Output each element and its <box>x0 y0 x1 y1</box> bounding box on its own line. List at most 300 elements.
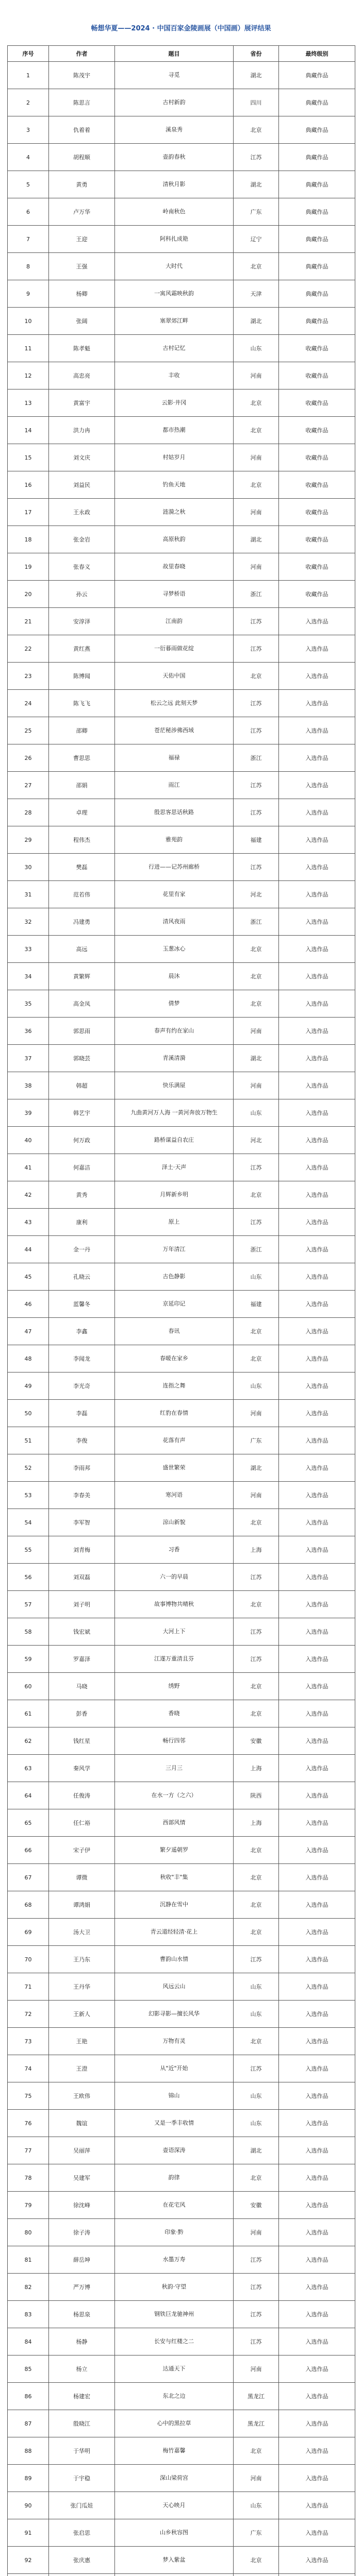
table-row <box>8 1181 355 1209</box>
cell-title: 晨沐 <box>115 963 234 990</box>
cell-province: 北京 <box>234 1318 279 1345</box>
cell-seq: 82 <box>8 2274 49 2301</box>
table-row <box>8 690 355 717</box>
cell-level: 典藏作品 <box>279 171 355 198</box>
cell-level <box>279 2574 355 2576</box>
table-row <box>8 772 355 799</box>
cell-title: 阿科扎成艳 <box>115 226 234 253</box>
cell-level: 入选作品 <box>279 717 355 744</box>
cell-province: 山东 <box>234 2082 279 2110</box>
cell-author: 徐子涛 <box>49 2219 115 2246</box>
cell-title: 长安与红楼之二 <box>115 2328 234 2355</box>
cell-province: 四川 <box>234 89 279 116</box>
cell-province: 上海 <box>234 1755 279 1782</box>
cell-seq: 5 <box>8 171 49 198</box>
cell-author: 谭微 <box>49 1864 115 1891</box>
cell-author: 黄富宇 <box>49 389 115 417</box>
cell-title: 达通天下 <box>115 2355 234 2383</box>
cell-province: 广东 <box>234 198 279 226</box>
cell-province: 北京 <box>234 2164 279 2192</box>
cell-author: 黄繁辉 <box>49 963 115 990</box>
cell-seq: 11 <box>8 335 49 362</box>
cell-seq: 60 <box>8 1673 49 1700</box>
cell-title: 大河上下 <box>115 1618 234 1646</box>
table-row <box>8 2410 355 2437</box>
cell-title: 印象·黔 <box>115 2219 234 2246</box>
cell-seq: 69 <box>8 1919 49 1946</box>
cell-province: 湖北 <box>234 308 279 335</box>
header-author: 作者 <box>49 46 115 62</box>
cell-province: 北京 <box>234 663 279 690</box>
cell-level: 入选作品 <box>279 1045 355 1072</box>
cell-author: 李光奇 <box>49 1372 115 1400</box>
cell-author: 孔晓云 <box>49 1263 115 1291</box>
cell-seq: 68 <box>8 1891 49 1919</box>
cell-author: 李鑫 <box>49 1318 115 1345</box>
cell-author: 范若伟 <box>49 881 115 908</box>
cell-author: 王澄 <box>49 2055 115 2082</box>
cell-title: 花落有声 <box>115 1427 234 1454</box>
cell-title: 青云道经轻清·花上 <box>115 1919 234 1946</box>
table-row <box>8 1646 355 1673</box>
cell-level: 入选作品 <box>279 2355 355 2383</box>
cell-province: 辽宁 <box>234 226 279 253</box>
cell-province: 北京 <box>234 1919 279 1946</box>
table-row <box>8 362 355 389</box>
cell-level: 典藏作品 <box>279 116 355 144</box>
cell-level: 入选作品 <box>279 1181 355 1209</box>
cell-title: 涟漪之秋 <box>115 499 234 526</box>
cell-title: 泽土·天声 <box>115 1154 234 1181</box>
cell-province: 山东 <box>234 1973 279 2001</box>
cell-seq: 17 <box>8 499 49 526</box>
cell-title: 秋韵·守望 <box>115 2274 234 2301</box>
table-row <box>8 2574 355 2576</box>
table-row <box>8 581 355 608</box>
cell-province: 北京 <box>234 389 279 417</box>
cell-seq: 89 <box>8 2465 49 2492</box>
cell-seq: 14 <box>8 417 49 444</box>
cell-seq: 25 <box>8 717 49 744</box>
cell-seq: 32 <box>8 908 49 936</box>
cell-province: 河南 <box>234 2355 279 2383</box>
cell-level: 入选作品 <box>279 1946 355 1973</box>
cell-title: 雅苑韵 <box>115 826 234 854</box>
header-level: 最终级别 <box>279 46 355 62</box>
cell-seq: 55 <box>8 1536 49 1564</box>
cell-province: 北京 <box>234 1345 279 1372</box>
cell-author: 张阔 <box>49 308 115 335</box>
cell-province: 山东 <box>234 2001 279 2028</box>
cell-title: 青溪清漪 <box>115 1045 234 1072</box>
cell-province: 北京 <box>234 2437 279 2465</box>
cell-level: 入选作品 <box>279 1372 355 1400</box>
cell-province: 江苏 <box>234 854 279 881</box>
cell-author: 刘青梅 <box>49 1536 115 1564</box>
table-row <box>8 89 355 116</box>
cell-title: 古村记忆 <box>115 335 234 362</box>
cell-author: 任俊涛 <box>49 1782 115 1809</box>
cell-province: 福建 <box>234 826 279 854</box>
cell-seq: 44 <box>8 1236 49 1263</box>
cell-title: 万年清江 <box>115 1236 234 1263</box>
cell-title: 一衍暮雨做花绽 <box>115 635 234 663</box>
table-row <box>8 2246 355 2274</box>
table-row <box>8 1946 355 1973</box>
cell-author: 于宇稳 <box>49 2465 115 2492</box>
cell-seq: 3 <box>8 116 49 144</box>
cell-seq: 51 <box>8 1427 49 1454</box>
cell-author: 黄红燕 <box>49 635 115 663</box>
cell-province: 上海 <box>234 1536 279 1564</box>
cell-seq: 65 <box>8 1809 49 1837</box>
cell-author: 刘文庆 <box>49 444 115 471</box>
cell-level: 入选作品 <box>279 663 355 690</box>
cell-province: 北京 <box>234 2547 279 2574</box>
cell-title: 寒河语 <box>115 1482 234 1509</box>
cell-level: 入选作品 <box>279 1919 355 1946</box>
cell-title: 塞翠郊江畔 <box>115 308 234 335</box>
cell-author: 陈茂宇 <box>49 62 115 89</box>
cell-level: 入选作品 <box>279 1837 355 1864</box>
cell-level: 入选作品 <box>279 1400 355 1427</box>
table-row <box>8 854 355 881</box>
table-row <box>8 1045 355 1072</box>
cell-province: 湖北 <box>234 526 279 553</box>
cell-author: 谭鸿娟 <box>49 1891 115 1919</box>
cell-seq: 43 <box>8 1209 49 1236</box>
cell-province: 上海 <box>234 1809 279 1837</box>
cell-seq: 41 <box>8 1154 49 1181</box>
cell-province: 湖北 <box>234 2137 279 2164</box>
cell-province: 河南 <box>234 1018 279 1045</box>
header-seq: 序号 <box>8 46 49 62</box>
cell-level: 入选作品 <box>279 1291 355 1318</box>
cell-province: 北京 <box>234 2028 279 2055</box>
cell-author: 王欧伟 <box>49 2082 115 2110</box>
table-row <box>8 1536 355 1564</box>
cell-seq: 36 <box>8 1018 49 1045</box>
cell-author: 马晓 <box>49 1673 115 1700</box>
cell-province: 北京 <box>234 1837 279 1864</box>
table-row <box>8 116 355 144</box>
cell-level: 典藏作品 <box>279 198 355 226</box>
cell-title: 香晓 <box>115 1700 234 1727</box>
table-row <box>8 198 355 226</box>
cell-seq: 85 <box>8 2355 49 2383</box>
cell-province: 北京 <box>234 417 279 444</box>
table-row <box>8 799 355 826</box>
table-row <box>8 2301 355 2328</box>
cell-level: 入选作品 <box>279 1482 355 1509</box>
cell-seq: 1 <box>8 62 49 89</box>
cell-seq: 59 <box>8 1646 49 1673</box>
cell-level: 典藏作品 <box>279 280 355 308</box>
table-row <box>8 308 355 335</box>
table-row <box>8 1809 355 1837</box>
table-row <box>8 1072 355 1099</box>
table-row <box>8 1782 355 1809</box>
table-row <box>8 1973 355 2001</box>
table-row <box>8 2328 355 2355</box>
cell-author: 高金凤 <box>49 990 115 1018</box>
cell-province: 北京 <box>234 1509 279 1536</box>
cell-level: 入选作品 <box>279 1809 355 1837</box>
cell-author: 樊磊 <box>49 854 115 881</box>
cell-seq: 22 <box>8 635 49 663</box>
table-row <box>8 2164 355 2192</box>
cell-seq: 2 <box>8 89 49 116</box>
cell-level: 入选作品 <box>279 1673 355 1700</box>
cell-title: 韵律 <box>115 2164 234 2192</box>
cell-seq: 24 <box>8 690 49 717</box>
cell-title: 故事博物共晴秋 <box>115 1591 234 1618</box>
cell-province: 北京 <box>234 936 279 963</box>
cell-province: 河南 <box>234 499 279 526</box>
cell-province: 河南 <box>234 362 279 389</box>
cell-seq: 30 <box>8 854 49 881</box>
cell-seq: 27 <box>8 772 49 799</box>
cell-title: 行进——记苏州廊桥 <box>115 854 234 881</box>
cell-level: 入选作品 <box>279 690 355 717</box>
cell-title: 三月三 <box>115 1755 234 1782</box>
cell-author: 李春美 <box>49 1482 115 1509</box>
cell-author: 陈孝魁 <box>49 335 115 362</box>
results-table <box>7 45 355 2576</box>
cell-seq: 87 <box>8 2410 49 2437</box>
cell-author: 李军智 <box>49 1509 115 1536</box>
cell-author: 罗嘉泽 <box>49 1646 115 1673</box>
cell-author: 张春义 <box>49 553 115 581</box>
table-row <box>8 1372 355 1400</box>
cell-province: 江苏 <box>234 690 279 717</box>
cell-title: 岭南秋色 <box>115 198 234 226</box>
cell-level: 典藏作品 <box>279 89 355 116</box>
table-row <box>8 471 355 499</box>
cell-level: 入选作品 <box>279 1427 355 1454</box>
table-row <box>8 2355 355 2383</box>
table-row <box>8 1864 355 1891</box>
cell-author <box>49 2574 115 2576</box>
cell-seq: 53 <box>8 1482 49 1509</box>
cell-seq: 61 <box>8 1700 49 1727</box>
table-body <box>8 62 355 2576</box>
cell-title: 都市热潮 <box>115 417 234 444</box>
cell-level: 入选作品 <box>279 2547 355 2574</box>
table-row <box>8 1400 355 1427</box>
cell-seq: 71 <box>8 1973 49 2001</box>
table-row <box>8 1591 355 1618</box>
table-row <box>8 881 355 908</box>
cell-title: 天佑中国 <box>115 663 234 690</box>
table-row <box>8 2492 355 2519</box>
cell-author: 秦风学 <box>49 1755 115 1782</box>
table-row <box>8 1727 355 1755</box>
cell-level: 入选作品 <box>279 635 355 663</box>
cell-author: 李雨邦 <box>49 1454 115 1482</box>
cell-province: 福建 <box>234 1291 279 1318</box>
cell-province: 江苏 <box>234 2055 279 2082</box>
cell-level: 收藏作品 <box>279 389 355 417</box>
table-row <box>8 1291 355 1318</box>
cell-seq: 23 <box>8 663 49 690</box>
page-title: 畅想华夏——2024 · 中国百家金陵画展（中国画）展评结果 <box>91 25 271 32</box>
cell-seq: 48 <box>8 1345 49 1372</box>
cell-title: 在花宅风 <box>115 2192 234 2219</box>
cell-level: 入选作品 <box>279 1209 355 1236</box>
cell-province: 江苏 <box>234 2274 279 2301</box>
cell-level: 入选作品 <box>279 2164 355 2192</box>
cell-province: 山东 <box>234 2492 279 2519</box>
cell-seq: 91 <box>8 2519 49 2547</box>
cell-province: 江苏 <box>234 2301 279 2328</box>
cell-author: 邵卿 <box>49 717 115 744</box>
cell-province: 北京 <box>234 1891 279 1919</box>
cell-author: 曹思思 <box>49 744 115 772</box>
cell-level: 入选作品 <box>279 2082 355 2110</box>
cell-seq: 83 <box>8 2301 49 2328</box>
table-row <box>8 1099 355 1127</box>
cell-author: 王迎 <box>49 226 115 253</box>
cell-province: 江苏 <box>234 1946 279 1973</box>
cell-title: 倩梦 <box>115 990 234 1018</box>
table-row <box>8 635 355 663</box>
cell-author: 徐沈峰 <box>49 2192 115 2219</box>
cell-title: 苍茫秘涉佛西域 <box>115 717 234 744</box>
cell-author: 李闻龙 <box>49 1345 115 1372</box>
cell-level: 收藏作品 <box>279 471 355 499</box>
cell-seq: 80 <box>8 2219 49 2246</box>
cell-province: 浙江 <box>234 1236 279 1263</box>
cell-author: 薛岳坤 <box>49 2246 115 2274</box>
cell-seq: 42 <box>8 1181 49 1209</box>
cell-title: 路桥谋益自农庄 <box>115 1127 234 1154</box>
cell-province: 江苏 <box>234 144 279 171</box>
table-row <box>8 1127 355 1154</box>
cell-title: 殷思客思话秋路 <box>115 799 234 826</box>
cell-author: 仇着着 <box>49 116 115 144</box>
table-row <box>8 2137 355 2164</box>
cell-province: 浙江 <box>234 908 279 936</box>
table-row <box>8 499 355 526</box>
cell-title: 幻影寻影—擅长风华 <box>115 2001 234 2028</box>
cell-title: 涼山新貌 <box>115 1509 234 1536</box>
cell-province: 北京 <box>234 1591 279 1618</box>
cell-province: 河南 <box>234 2219 279 2246</box>
cell-province: 北京 <box>234 990 279 1018</box>
cell-level: 入选作品 <box>279 1700 355 1727</box>
cell-title: 高原秋韵 <box>115 526 234 553</box>
cell-author: 张门瓜娃 <box>49 2492 115 2519</box>
cell-author: 陈思言 <box>49 89 115 116</box>
cell-author: 任仁裕 <box>49 1809 115 1837</box>
cell-title: 钢铁巨龙驰神州 <box>115 2301 234 2328</box>
cell-title: 九曲黄河万人海 一黄河奔放万物生 <box>115 1099 234 1127</box>
cell-province: 北京 <box>234 116 279 144</box>
cell-title: 在水一方（之六） <box>115 1782 234 1809</box>
table-row <box>8 2028 355 2055</box>
header-title: 题目 <box>115 46 234 62</box>
cell-title: 大时代 <box>115 253 234 280</box>
table-row <box>8 417 355 444</box>
cell-title: 天心映月 <box>115 2492 234 2519</box>
table-header-row <box>8 46 355 62</box>
cell-author: 杨卿 <box>49 280 115 308</box>
cell-province: 北京 <box>234 471 279 499</box>
cell-seq: 13 <box>8 389 49 417</box>
cell-title: 锦山 <box>115 2082 234 2110</box>
cell-title: 春声有约在家山 <box>115 1018 234 1045</box>
cell-level: 入选作品 <box>279 2519 355 2547</box>
cell-author: 彭香 <box>49 1700 115 1727</box>
cell-level: 入选作品 <box>279 2274 355 2301</box>
cell-level: 入选作品 <box>279 2137 355 2164</box>
cell-title: 松云之远 此刻天梦 <box>115 690 234 717</box>
cell-title: 钓鱼天地 <box>115 471 234 499</box>
cell-title: 山乡秋容图 <box>115 2519 234 2547</box>
cell-province: 北京 <box>234 963 279 990</box>
cell-province: 黑龙江 <box>234 2410 279 2437</box>
cell-seq: 7 <box>8 226 49 253</box>
cell-title: 习香 <box>115 1536 234 1564</box>
cell-seq: 20 <box>8 581 49 608</box>
table-row <box>8 990 355 1018</box>
table-row <box>8 826 355 854</box>
table-row <box>8 226 355 253</box>
cell-level: 入选作品 <box>279 2465 355 2492</box>
table-row <box>8 2110 355 2137</box>
cell-author: 何嘉洁 <box>49 1154 115 1181</box>
cell-title: 江南韵 <box>115 608 234 635</box>
cell-author: 张启思 <box>49 2519 115 2547</box>
cell-title: 古色静影 <box>115 1263 234 1291</box>
cell-level: 入选作品 <box>279 2192 355 2219</box>
cell-level: 入选作品 <box>279 2110 355 2137</box>
cell-title: 寻觅 <box>115 62 234 89</box>
table-row <box>8 744 355 772</box>
table-row <box>8 1454 355 1482</box>
table-row <box>8 908 355 936</box>
cell-title: 原上 <box>115 1209 234 1236</box>
cell-province: 天津 <box>234 280 279 308</box>
cell-province: 陕西 <box>234 1782 279 1809</box>
cell-author: 郭思雨 <box>49 1018 115 1045</box>
cell-author: 程伟杰 <box>49 826 115 854</box>
table-row <box>8 1673 355 1700</box>
cell-title: 故里春晓 <box>115 553 234 581</box>
cell-level: 入选作品 <box>279 854 355 881</box>
cell-author: 宋子伊 <box>49 1837 115 1864</box>
table-row <box>8 717 355 744</box>
table-row <box>8 280 355 308</box>
cell-level: 入选作品 <box>279 1345 355 1372</box>
cell-title: 从"近"开始 <box>115 2055 234 2082</box>
cell-title: 连指之舞 <box>115 1372 234 1400</box>
cell-province: 江苏 <box>234 608 279 635</box>
cell-seq: 72 <box>8 2001 49 2028</box>
cell-seq: 90 <box>8 2492 49 2519</box>
table-row <box>8 2219 355 2246</box>
cell-author: 张庆惠 <box>49 2547 115 2574</box>
table-row <box>8 963 355 990</box>
cell-province: 江苏 <box>234 717 279 744</box>
cell-province: 河南 <box>234 444 279 471</box>
cell-title: 沉静在雪中 <box>115 1891 234 1919</box>
cell-province: 山东 <box>234 1263 279 1291</box>
cell-title: 又是一季丰收情 <box>115 2110 234 2137</box>
cell-title <box>115 2574 234 2576</box>
cell-title: 京延印记 <box>115 1291 234 1318</box>
